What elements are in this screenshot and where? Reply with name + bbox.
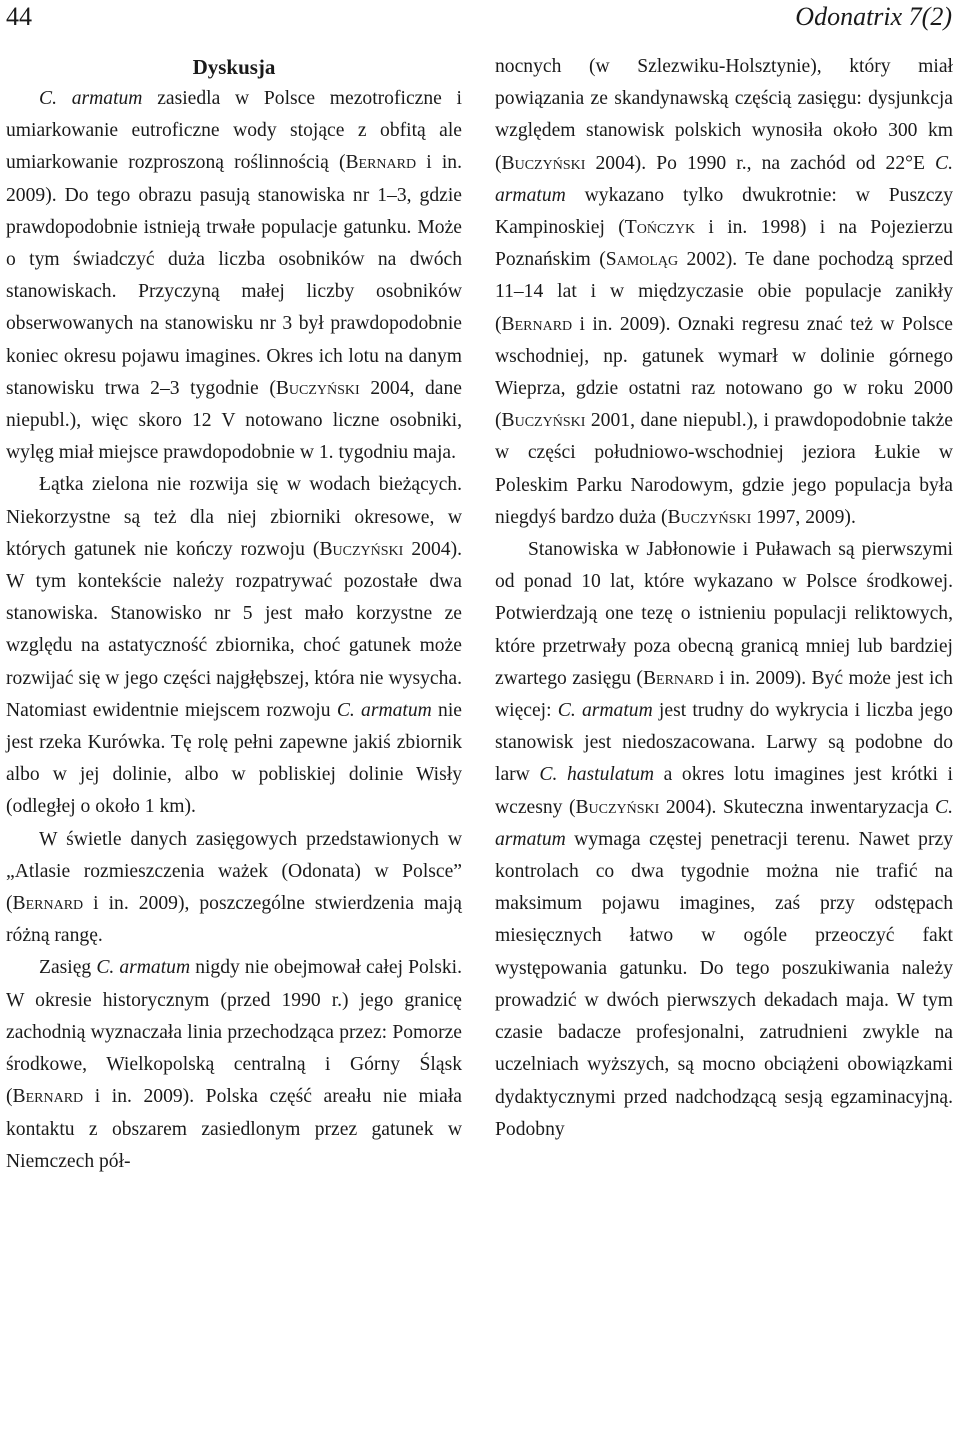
author-citation: Tończyk <box>624 217 696 239</box>
author-citation: Samoląg <box>605 249 679 271</box>
text-run: 2004). Skuteczna inwentaryzacja <box>659 796 936 818</box>
left-column <box>6 51 462 1178</box>
species-name: C. armatum <box>495 796 953 850</box>
author-citation: Bernard <box>642 667 714 689</box>
author-citation: Bernard <box>12 1086 84 1108</box>
section-heading: Dyskusja <box>192 55 276 79</box>
text-run: Zasięg <box>39 957 97 979</box>
author-citation: Buczyński <box>501 152 586 174</box>
text-run: zasiedla w Polsce mezotroficzne i umiarkowanie eutroficzne wody stojące z obfitą ale umiarkowanie rozproszoną roślinnością ( <box>6 88 462 174</box>
species-name: C. armatum <box>39 88 143 109</box>
text-run: wymaga częstej penetracji terenu. Nawet przy kontrolach co dwa tygodnie można nie trafić na maksimum pojawu imagines, zaś przy odstępach miesięcznych łatwo w ogóle przeoczyć fakt występowania gatunku. Do tego poszukiwania należy prowadzić w dwóch pierwszych dekadach maja. W tym czasie badacze profesjonalni, zatrudnieni zwykle na uczelniach wyższych, są mocno obciążeni obowiązkami dydaktycznymi przed nadchodzącą sesją egzaminacyjną. Podobny <box>495 828 953 1140</box>
text-run: wykazano tylko dwukrotnie: w Puszczy Kampinoskiej ( <box>495 184 953 239</box>
right-column <box>495 51 953 1146</box>
paragraph <box>6 469 462 823</box>
text-run: i in. 1998) i na Pojezierzu Poznańskim ( <box>495 217 953 271</box>
text-run: 2004). Po 1990 r., na zachód od 22°E <box>585 152 936 174</box>
author-citation: Buczyński <box>275 377 360 399</box>
text-run: Łątka zielona nie rozwija się w wodach bieżących. Niekorzystne są też dla niej zbiorniki okresowe, w których gatunek nie kończy rozwoju ( <box>6 474 462 560</box>
paragraph <box>6 952 462 1177</box>
text-run: nocnych (w Szlezwiku-Holsztynie), który miał powiązania ze skandynawską częścią zasięgu: dysjunkcja względem stanowisk polskich wynosiła około 300 km ( <box>495 56 953 174</box>
text-run: jest trudny do wykrycia i liczba jego stanowisk jest niedoszacowana. Larwy są podobne do larw <box>495 700 953 786</box>
author-citation: Bernard <box>501 313 573 335</box>
text-run: 2002). Te dane pochodzą sprzed 11–14 lat i w międzyczasie obie populacje zanikły ( <box>495 249 953 335</box>
text-run: 1997, 2009). <box>751 506 856 528</box>
text-run: Stanowiska w Jabłonowie i Puławach są pierwszymi od ponad 10 lat, które wykazano w Polsce środkowej. Potwierdzają one tezę o istnieniu populacji reliktowych, które przetrwały poza obecną granicą mniej lub bardziej zwartego zasięgu ( <box>495 539 953 689</box>
species-name: C. armatum <box>96 957 191 979</box>
author-citation: Buczyński <box>575 796 660 818</box>
text-run: i in. 2009), poszczególne stwierdzenia mają różną rangę. <box>6 893 462 947</box>
paragraph-continued <box>495 51 953 534</box>
text-run: i in. 2009). Być może jest ich więcej: <box>495 667 953 722</box>
author-citation: Buczyński <box>319 538 404 560</box>
text-run: W świetle danych zasięgowych przedstawionych w „Atlasie rozmieszczenia ważek (Odonata) w Polsce” ( <box>6 828 462 915</box>
species-name: C. armatum <box>557 700 653 722</box>
text-run: a okres lotu imagines jest krótki i wczesny ( <box>495 764 953 818</box>
species-name: C. hastulatum <box>539 764 655 786</box>
author-citation: Bernard <box>12 893 84 915</box>
text-run: i in. 2009). Oznaki regresu znać też w Polsce wschodniej, np. gatunek wymarł w dolinie górnego Wieprza, gdzie ostatni raz notowano go w roku 2000 ( <box>495 313 953 432</box>
page-header <box>0 0 960 44</box>
text-run: nigdy nie obejmował całej Polski. W okresie historycznym (przed 1990 r.) jego granicę zachodnią wyznaczała linia przechodząca przez: Pomorze środkowe, Wielkopolską centralną i Górny Śląsk ( <box>6 957 462 1108</box>
paragraph <box>6 824 462 953</box>
paragraph <box>6 83 462 469</box>
text-run: 2004, dane niepubl.), więc skoro 12 V notowano liczne osobniki, wylęg miał miejsce prawdopodobnie w 1. tygodniu maja. <box>6 377 462 464</box>
species-name: C. armatum <box>336 699 432 721</box>
journal-title: Odonatrix 7(2) <box>795 2 952 31</box>
author-citation: Buczyński <box>501 410 586 432</box>
species-name: C. armatum <box>495 152 953 206</box>
text-run: i in. 2009). Do tego obrazu pasują stanowiska nr 1–3, gdzie prawdopodobnie istnieją trwałe populacje gatunku. Może o tym świadczyć duża liczba osobników na dwóch stanowiskach. Przyczyną małej liczby osobników obserwowanych na stanowisku nr 3 był prawdopodobnie koniec okresu pojawu imagines. Okres ich lotu na danym stanowisku trwa 2–3 tygodnie ( <box>6 152 462 399</box>
text-run: nie jest rzeka Kurówka. Tę rolę pełni zapewne jakiś zbiornik albo w jej dolinie, albo w pobliskiej dolinie Wisły (odległej o około 1 km). <box>6 699 462 818</box>
author-citation: Bernard <box>345 152 417 174</box>
text-run: i in. 2009). Polska część areału nie miała kontaktu z obszarem zasiedlonym przez gatunek w Niemczech pół- <box>6 1086 462 1172</box>
paragraph <box>495 534 953 1146</box>
author-citation: Buczyński <box>667 506 752 528</box>
text-run: 2004). W tym kontekście należy rozpatrywać pozostałe dwa stanowiska. Stanowisko nr 5 jest mało korzystne ze względu na astatyczność zbiornika, choć gatunek może rozwijać się w jego części najgłębszej, która nie wysycha. Natomiast ewidentnie miejscem rozwoju <box>6 538 462 721</box>
text-run: 2001, dane niepubl.), i prawdopodobnie także w części południowo-wschodniej jeziora Łukie w Poleskim Parku Narodowym, gdzie jego populacja była niegdyś bardzo duża ( <box>495 410 953 528</box>
page-number: 44 <box>6 2 32 31</box>
